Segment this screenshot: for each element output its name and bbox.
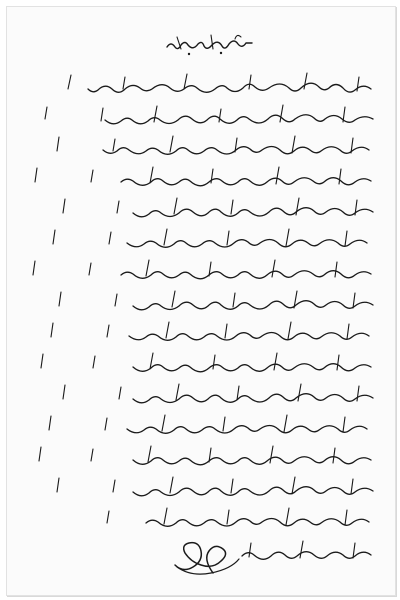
body-text (33, 73, 373, 526)
closing-and-signature (175, 541, 371, 574)
handwriting-canvas (7, 7, 395, 595)
letter-closing (7, 7, 8, 8)
heading-bismillah (167, 35, 252, 55)
letter-sheet (6, 6, 396, 596)
